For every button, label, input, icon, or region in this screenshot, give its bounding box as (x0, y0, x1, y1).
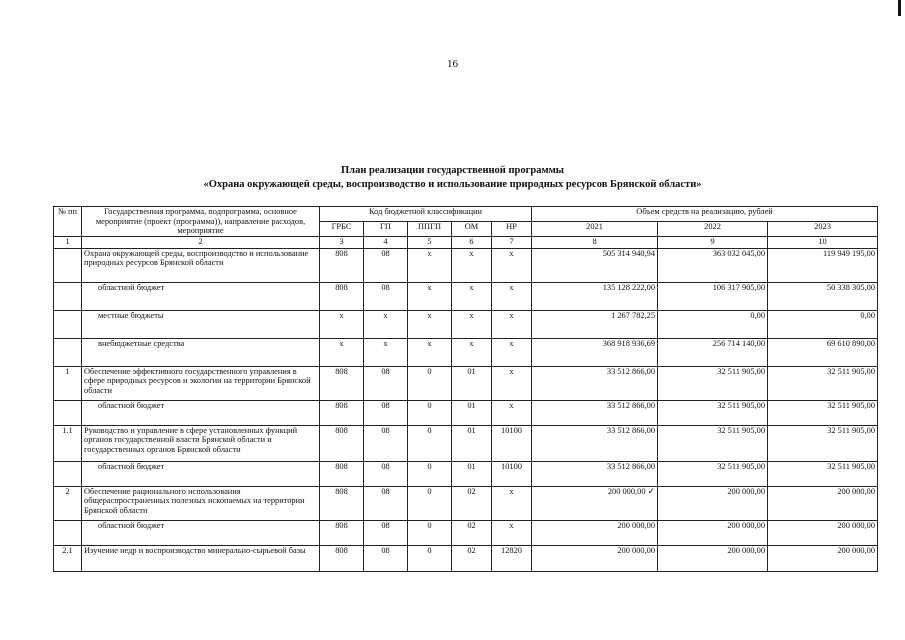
row-number (54, 282, 82, 310)
row-number (54, 310, 82, 338)
scan-edge-mark (898, 0, 901, 16)
row-name: местные бюджеты (82, 310, 320, 338)
header-grbs: ГРБС (320, 222, 364, 236)
cell-om: х (452, 248, 492, 282)
cell-om: х (452, 282, 492, 310)
row-number (54, 248, 82, 282)
row-number: 1.1 (54, 425, 82, 461)
table-row (54, 486, 878, 520)
cell-ppgp: х (408, 282, 452, 310)
value-2021: 1 267 782,25 (532, 310, 658, 338)
table-row (54, 520, 878, 545)
row-name: Охрана окружающей среды, воспроизводство и использование природных ресурсов Брянской области (82, 248, 320, 282)
cell-nr: 12820 (492, 545, 532, 571)
cell-nr: х (492, 400, 532, 425)
cell-om: 02 (452, 545, 492, 571)
col-index: 9 (658, 236, 768, 248)
cell-grbs: 808 (320, 282, 364, 310)
row-number (54, 461, 82, 486)
value-2021: 505 314 940,94 (532, 248, 658, 282)
value-2023: 200 000,00 (768, 545, 878, 571)
table-row (54, 425, 878, 461)
value-2021: 33 512 866,00 (532, 425, 658, 461)
cell-om: 01 (452, 366, 492, 400)
row-number: 1 (54, 366, 82, 400)
cell-grbs: 808 (320, 486, 364, 520)
value-2022: 200 000,00 (658, 545, 768, 571)
plan-table (53, 206, 878, 572)
value-2021: 33 512 866,00 (532, 461, 658, 486)
cell-nr: 10100 (492, 461, 532, 486)
row-name: Обеспечение рационального использования общераспространенных полезных ископаемых на территории Брянской области (82, 486, 320, 520)
cell-nr: х (492, 310, 532, 338)
value-2022: 256 714 140,00 (658, 338, 768, 366)
cell-gp: 08 (364, 366, 408, 400)
row-name: областной бюджет (82, 461, 320, 486)
value-2023: 32 511 905,00 (768, 425, 878, 461)
cell-nr: х (492, 486, 532, 520)
value-2021: 200 000,00 (532, 520, 658, 545)
cell-ppgp: 0 (408, 461, 452, 486)
cell-ppgp: 0 (408, 366, 452, 400)
cell-nr: х (492, 520, 532, 545)
cell-gp: 08 (364, 282, 408, 310)
value-2022: 200 000,00 (658, 520, 768, 545)
cell-gp: 08 (364, 545, 408, 571)
col-index: 1 (54, 236, 82, 248)
value-2021: 33 512 866,00 (532, 400, 658, 425)
row-number: 2.1 (54, 545, 82, 571)
table-row (54, 248, 878, 282)
value-2023: 32 511 905,00 (768, 366, 878, 400)
value-2022: 363 032 045,00 (658, 248, 768, 282)
cell-ppgp: 0 (408, 425, 452, 461)
cell-ppgp: 0 (408, 486, 452, 520)
cell-gp: х (364, 310, 408, 338)
cell-ppgp: 0 (408, 545, 452, 571)
row-name: внебюджетные средства (82, 338, 320, 366)
cell-grbs: 808 (320, 248, 364, 282)
value-2023: 32 511 905,00 (768, 461, 878, 486)
cell-grbs: 808 (320, 425, 364, 461)
cell-om: 02 (452, 486, 492, 520)
row-name: Руководство и управление в сфере установленных функций органов государственной власти Брянской области и государственных органов Брянской области (82, 425, 320, 461)
cell-nr: 10100 (492, 425, 532, 461)
cell-grbs: х (320, 310, 364, 338)
cell-gp: 08 (364, 461, 408, 486)
cell-gp: 08 (364, 486, 408, 520)
table-row (54, 366, 878, 400)
header-gp: ГП (364, 222, 408, 236)
value-2021: 135 128 222,00 (532, 282, 658, 310)
cell-nr: х (492, 366, 532, 400)
value-2023: 119 949 195,00 (768, 248, 878, 282)
table-row (54, 338, 878, 366)
row-number (54, 400, 82, 425)
value-2022: 32 511 905,00 (658, 400, 768, 425)
value-2022: 200 000,00 (658, 486, 768, 520)
cell-ppgp: 0 (408, 400, 452, 425)
cell-grbs: х (320, 338, 364, 366)
value-2022: 0,00 (658, 310, 768, 338)
header-ppgp: ППГП (408, 222, 452, 236)
cell-ppgp: х (408, 338, 452, 366)
row-name: областной бюджет (82, 400, 320, 425)
title-line-1: План реализации государственной программы (341, 165, 564, 176)
col-index: 4 (364, 236, 408, 248)
header-2021: 2021 (532, 222, 658, 236)
header-code-group: Код бюджетной классификации (320, 207, 532, 222)
value-2023: 200 000,00 (768, 520, 878, 545)
document-title (0, 164, 905, 192)
table-row (54, 400, 878, 425)
value-2022: 32 511 905,00 (658, 461, 768, 486)
header-name: Государственная программа, подпрограмма, основное мероприятие (проект (программа)), направление расходов, мероприятие (82, 207, 320, 237)
cell-om: 01 (452, 400, 492, 425)
cell-grbs: 808 (320, 400, 364, 425)
cell-ppgp: х (408, 248, 452, 282)
cell-om: х (452, 338, 492, 366)
cell-grbs: 808 (320, 366, 364, 400)
cell-nr: х (492, 282, 532, 310)
cell-grbs: 808 (320, 461, 364, 486)
cell-grbs: 808 (320, 545, 364, 571)
cell-gp: х (364, 338, 408, 366)
col-index: 2 (82, 236, 320, 248)
cell-om: х (452, 310, 492, 338)
col-index: 6 (452, 236, 492, 248)
title-line-2: «Охрана окружающей среды, воспроизводство и использование природных ресурсов Брянской области» (203, 179, 702, 190)
cell-om: 01 (452, 425, 492, 461)
col-index: 3 (320, 236, 364, 248)
table-row (54, 545, 878, 571)
header-num: № пп (54, 207, 82, 237)
page-number: 16 (447, 58, 458, 70)
value-2023: 200 000,00 (768, 486, 878, 520)
table-row (54, 310, 878, 338)
cell-om: 02 (452, 520, 492, 545)
cell-gp: 08 (364, 425, 408, 461)
handwritten-check-mark: ✓ (647, 486, 656, 496)
col-index: 10 (768, 236, 878, 248)
row-name: Обеспечение эффективного государственного управления в сфере природных ресурсов и экологии на территории Брянской области (82, 366, 320, 400)
row-number (54, 338, 82, 366)
header-om: ОМ (452, 222, 492, 236)
value-2022: 32 511 905,00 (658, 366, 768, 400)
header-2023: 2023 (768, 222, 878, 236)
cell-om: 01 (452, 461, 492, 486)
row-name: областной бюджет (82, 282, 320, 310)
cell-gp: 08 (364, 520, 408, 545)
value-2021: 368 918 936,69 (532, 338, 658, 366)
value-2023: 32 511 905,00 (768, 400, 878, 425)
value-2021: 200 000,00 (532, 545, 658, 571)
header-2022: 2022 (658, 222, 768, 236)
cell-gp: 08 (364, 400, 408, 425)
value-2021: 33 512 866,00 (532, 366, 658, 400)
value-2023: 0,00 (768, 310, 878, 338)
table-row (54, 282, 878, 310)
row-number (54, 520, 82, 545)
value-2022: 106 317 905,00 (658, 282, 768, 310)
cell-grbs: 808 (320, 520, 364, 545)
value-2023: 50 338 305,00 (768, 282, 878, 310)
cell-ppgp: 0 (408, 520, 452, 545)
cell-gp: 08 (364, 248, 408, 282)
row-name: Изучение недр и воспроизводство минерально-сырьевой базы (82, 545, 320, 571)
col-index: 5 (408, 236, 452, 248)
row-name: областной бюджет (82, 520, 320, 545)
cell-nr: х (492, 338, 532, 366)
cell-nr: х (492, 248, 532, 282)
cell-ppgp: х (408, 310, 452, 338)
value-2021: 200 000,00 ✓ (532, 486, 658, 520)
col-index: 8 (532, 236, 658, 248)
value-2022: 32 511 905,00 (658, 425, 768, 461)
header-volume-group: Объем средств на реализацию, рублей (532, 207, 878, 222)
table-row (54, 461, 878, 486)
column-index-row (54, 236, 878, 248)
col-index: 7 (492, 236, 532, 248)
header-nr: НР (492, 222, 532, 236)
value-2023: 69 610 890,00 (768, 338, 878, 366)
row-number: 2 (54, 486, 82, 520)
